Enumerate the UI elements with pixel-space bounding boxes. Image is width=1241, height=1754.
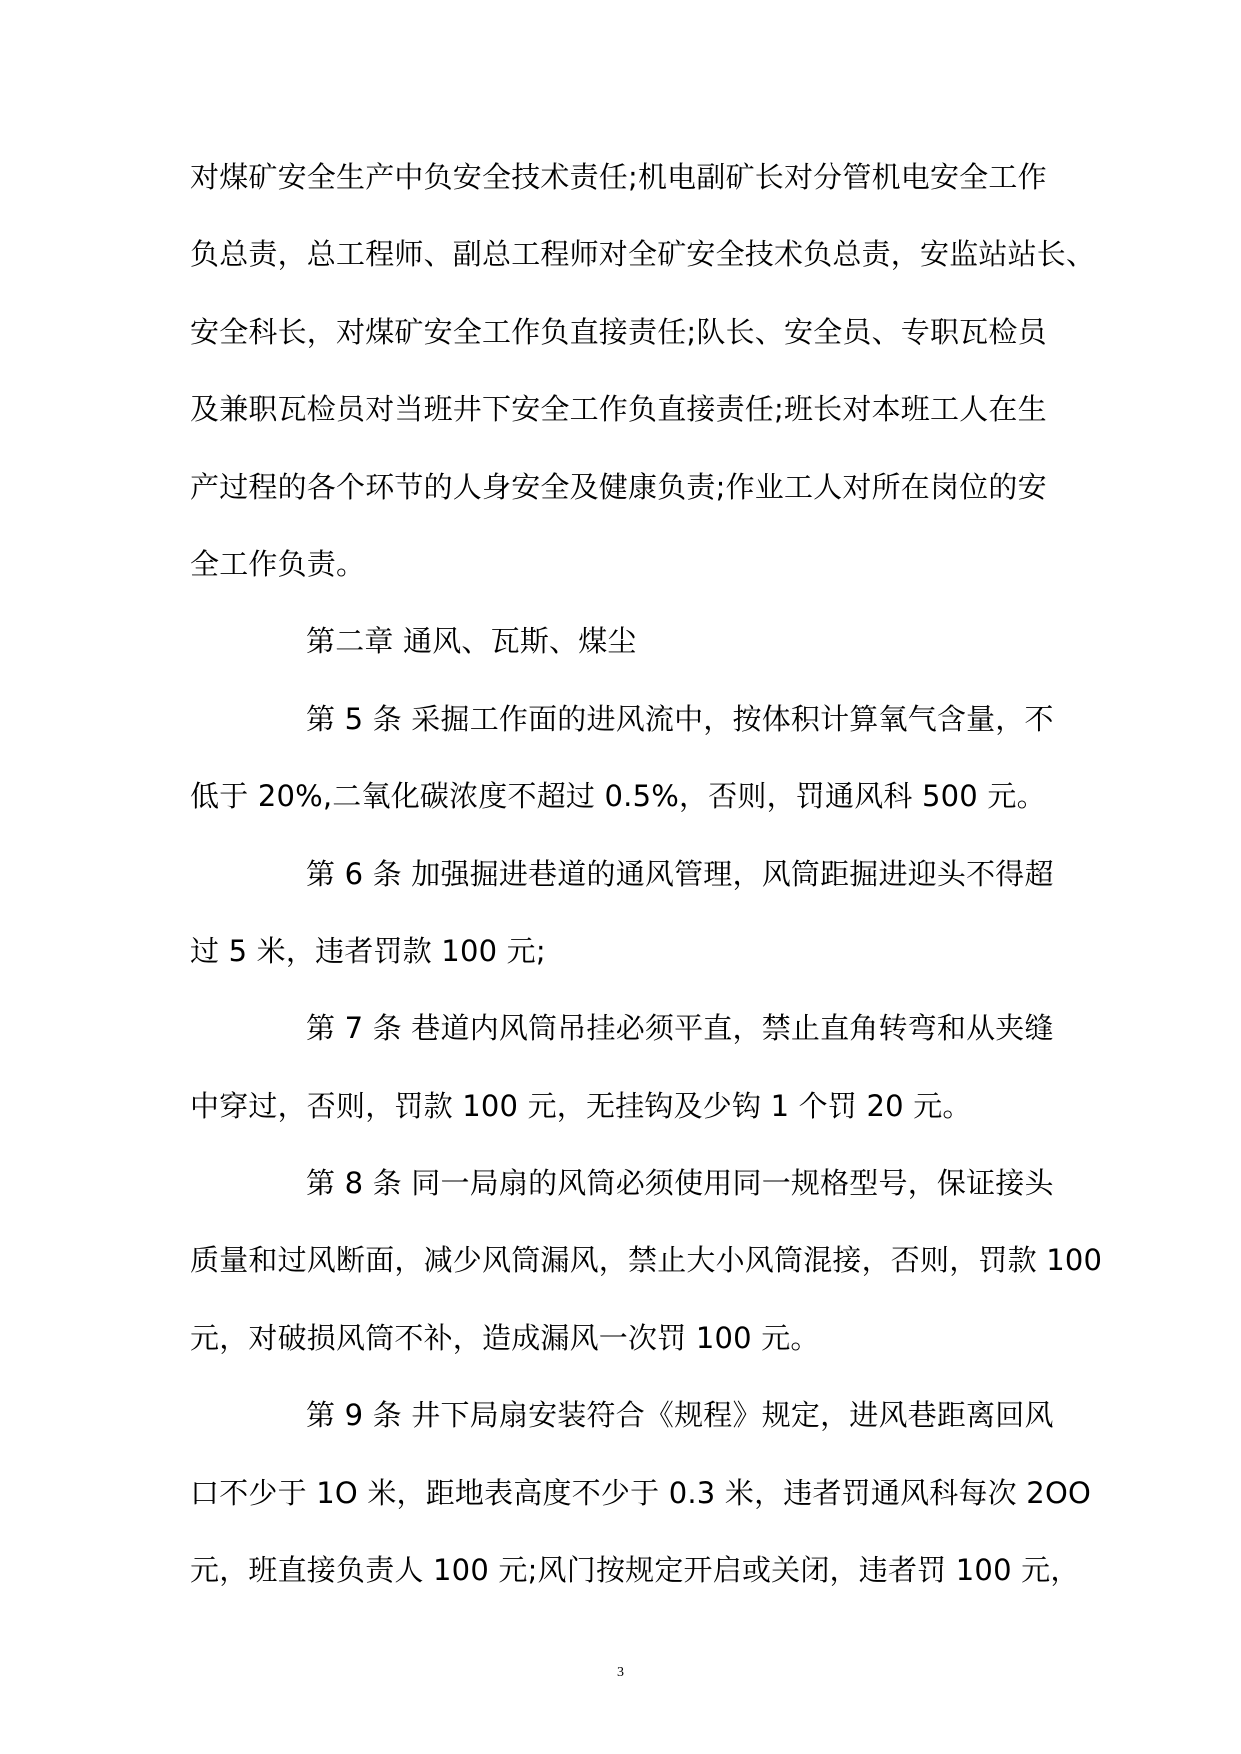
- article-6-line-2: 过 5 米，违者罚款 100 元;: [190, 933, 546, 968]
- text-line: 产过程的各个环节的人身安全及健康负责;作业工人对所在岗位的安: [190, 469, 1047, 504]
- article-8-line-2: 质量和过风断面，减少风筒漏风，禁止大小风筒混接，否则，罚款 100: [190, 1243, 1103, 1278]
- article-8-line-3: 元，对破损风筒不补，造成漏风一次罚 100 元。: [190, 1320, 820, 1355]
- page-number: 3: [617, 1665, 624, 1680]
- text-line: 及兼职瓦检员对当班井下安全工作负直接责任;班长对本班工人在生: [190, 392, 1047, 427]
- article-7-line-2: 中穿过，否则，罚款 100 元，无挂钩及少钩 1 个罚 20 元。: [190, 1088, 972, 1123]
- article-6-line-1: 第 6 条 加强掘进巷道的通风管理，风筒距掘进迎头不得超: [306, 856, 1054, 891]
- text-line: 对煤矿安全生产中负安全技术责任;机电副矿长对分管机电安全工作: [190, 160, 1047, 194]
- article-7-line-1: 第 7 条 巷道内风筒吊挂必须平直，禁止直角转弯和从夹缝: [306, 1011, 1054, 1046]
- text-line: 安全科长，对煤矿安全工作负直接责任;队长、安全员、专职瓦检员: [190, 314, 1047, 349]
- article-9-line-1: 第 9 条 井下局扇安装符合《规程》规定，进风巷距离回风: [306, 1398, 1054, 1433]
- text-line: 全工作负责。: [190, 546, 366, 581]
- article-5-line-2: 低于 20%,二氧化碳浓度不超过 0.5%，否则，罚通风科 500 元。: [190, 779, 1046, 814]
- article-5-line-1: 第 5 条 采掘工作面的进风流中，按体积计算氧气含量，不: [306, 701, 1054, 736]
- article-9-line-2: 口不少于 1O 米，距地表高度不少于 0.3 米，违者罚通风科每次 2OO: [190, 1475, 1091, 1510]
- text-line: 负总责，总工程师、副总工程师对全矿安全技术负总责，安监站站长、: [190, 237, 1096, 272]
- article-9-line-3: 元，班直接负责人 100 元;风门按规定开启或关闭，违者罚 100 元，: [190, 1553, 1080, 1588]
- article-8-line-1: 第 8 条 同一局扇的风筒必须使用同一规格型号，保证接头: [306, 1166, 1054, 1201]
- body-text: [190, 139, 1103, 1609]
- chapter-heading: 第二章 通风、瓦斯、煤尘: [306, 624, 637, 659]
